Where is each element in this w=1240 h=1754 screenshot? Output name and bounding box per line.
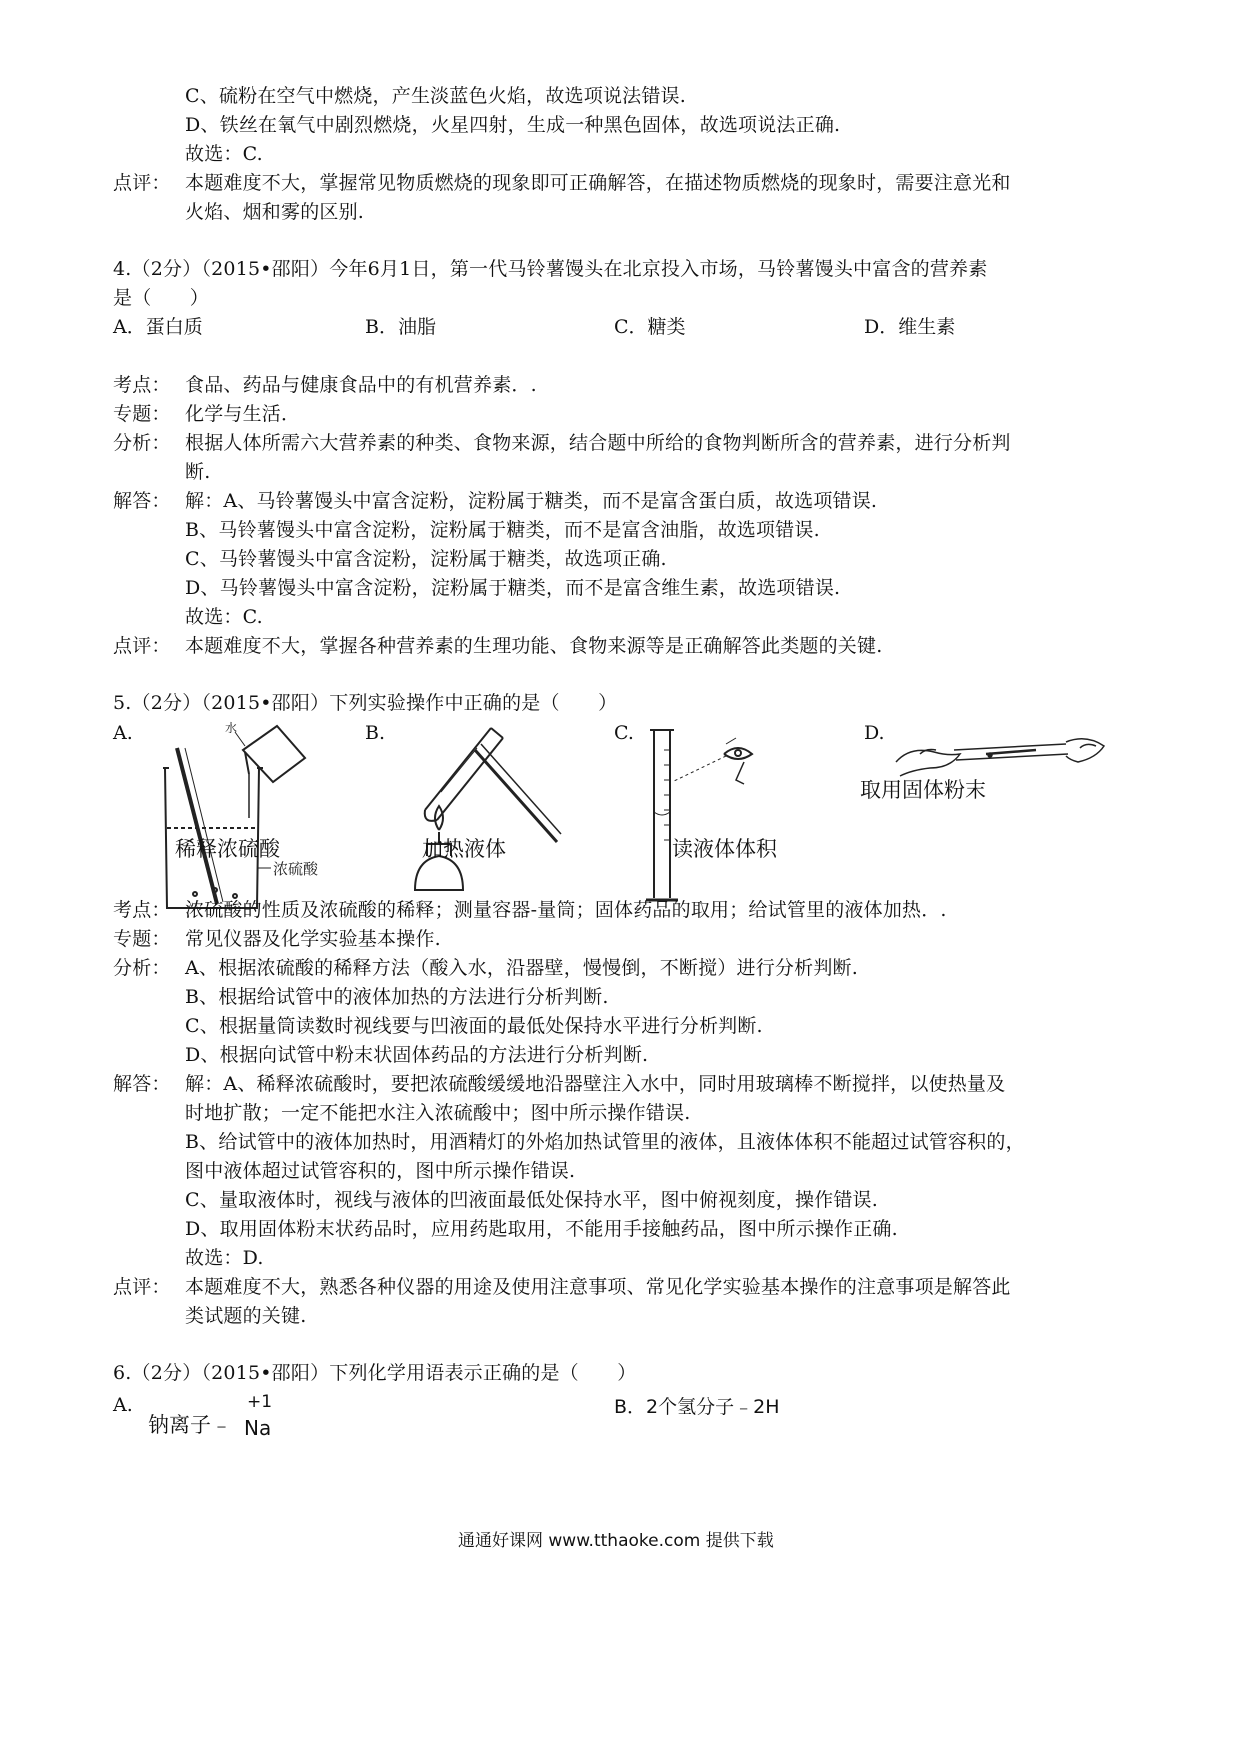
q5-jieda-a2: 时地扩散；一定不能把水注入浓硫酸中；图中所示操作错误.	[185, 1102, 691, 1124]
q6-option-a-charge: +1	[247, 1392, 273, 1412]
q6-option-b: B．2个氢分子﹣2H	[614, 1396, 780, 1418]
q5-jieda-label: 解答：	[113, 1073, 171, 1095]
q5-option-d-letter: D.	[864, 722, 885, 744]
q4-option-b: B．油脂	[365, 316, 436, 338]
footer-download-source: 通通好课网 www.tthaoke.com 提供下载	[458, 1531, 774, 1551]
q4-jieda-a: 解：A、马铃薯馒头中富含淀粉，淀粉属于糖类，而不是富含蛋白质，故选项错误.	[185, 490, 878, 512]
q4-option-c: C．糖类	[614, 316, 686, 338]
q5-review-label: 点评：	[113, 1276, 171, 1298]
figure-reading-liquid-volume	[640, 720, 770, 910]
q3-review-text-2: 火焰、烟和雾的区别.	[185, 201, 365, 223]
q5-review	[113, 1274, 1011, 1300]
q5-fenxi-b: B、根据给试管中的液体加热的方法进行分析判断.	[185, 986, 609, 1008]
q5-zhuanti	[113, 926, 441, 952]
q5-option-c-caption: 读液体体积	[672, 837, 777, 861]
q3-answer: 故选：C.	[185, 143, 263, 165]
q3-review	[113, 170, 1011, 196]
q6-stem: 6.（2分）（2015•邵阳）下列化学用语表示正确的是（ ）	[113, 1362, 637, 1384]
q5-option-c-letter: C.	[614, 722, 634, 744]
q4-kaodian-text: 食品、药品与健康食品中的有机营养素．.	[185, 374, 537, 396]
q5-kaodian-text: 浓硫酸的性质及浓硫酸的稀释；测量容器-量筒；固体药品的取用；给试管里的液体加热．.	[185, 899, 947, 921]
q5-jieda-d: D、取用固体粉末状药品时，应用药匙取用，不能用手接触药品，图中所示操作正确.	[185, 1218, 898, 1240]
q4-stem-2: 是（ ）	[113, 287, 210, 309]
q6-option-a-symbol: Na	[244, 1416, 272, 1440]
q4-option-d: D．维生素	[864, 316, 956, 338]
q5-option-a-letter: A.	[113, 722, 133, 744]
q5-jieda-b2: 图中液体超过试管容积的，图中所示操作错误.	[185, 1160, 576, 1182]
q5-jieda	[113, 1071, 1005, 1097]
q6-option-a-text: 钠离子﹣	[148, 1413, 232, 1437]
q5-review-text-2: 类试题的关键.	[185, 1305, 307, 1327]
figure-diluting-sulfuric-acid	[145, 718, 345, 918]
q5-fenxi-label: 分析：	[113, 957, 171, 979]
q5-stem: 5.（2分）（2015•邵阳）下列实验操作中正确的是（ ）	[113, 692, 618, 714]
figure-a-water-label: 水	[225, 721, 238, 735]
q3-option-c-explanation: C、硫粉在空气中燃烧，产生淡蓝色火焰，故选项说法错误.	[185, 85, 686, 107]
figure-a-acid-label: 浓硫酸	[273, 860, 319, 878]
q4-review	[113, 633, 882, 659]
q5-zhuanti-text: 常见仪器及化学实验基本操作.	[185, 928, 441, 950]
q4-fenxi-label: 分析：	[113, 432, 171, 454]
q5-jieda-b1: B、给试管中的液体加热时，用酒精灯的外焰加热试管里的液体，且液体体积不能超过试管容积的，	[185, 1131, 1025, 1153]
q5-kaodian-label: 考点：	[113, 899, 171, 921]
q4-zhuanti-label: 专题：	[113, 403, 171, 425]
q4-kaodian	[113, 372, 537, 398]
q4-review-label: 点评：	[113, 635, 171, 657]
q5-fenxi-a: A、根据浓硫酸的稀释方法（酸入水，沿器壁，慢慢倒，不断搅）进行分析判断.	[185, 957, 858, 979]
q4-fenxi	[113, 430, 1011, 456]
q5-jieda-c: C、量取液体时，视线与液体的凹液面最低处保持水平，图中俯视刻度，操作错误.	[185, 1189, 878, 1211]
q4-zhuanti	[113, 401, 300, 427]
q4-jieda-d: D、马铃薯馒头中富含淀粉，淀粉属于糖类，而不是富含维生素，故选项错误.	[185, 577, 841, 599]
q5-option-a-caption: 稀释浓硫酸	[175, 837, 280, 861]
q4-fenxi-text-2: 断.	[185, 461, 211, 483]
q5-answer: 故选：D.	[185, 1247, 264, 1269]
q4-option-a: A．蛋白质	[113, 316, 203, 338]
q4-jieda-label: 解答：	[113, 490, 171, 512]
q5-fenxi-c: C、根据量筒读数时视线要与凹液面的最低处保持水平进行分析判断.	[185, 1015, 763, 1037]
q4-answer: 故选：C.	[185, 606, 263, 628]
q4-zhuanti-text: 化学与生活．	[185, 403, 301, 425]
q5-jieda-a1: 解：A、稀释浓硫酸时，要把浓硫酸缓缓地沿器壁注入水中，同时用玻璃棒不断搅拌，以使热量及	[185, 1073, 1006, 1095]
q5-fenxi-d: D、根据向试管中粉末状固体药品的方法进行分析判断.	[185, 1044, 649, 1066]
q5-review-text-1: 本题难度不大，熟悉各种仪器的用途及使用注意事项、常见化学实验基本操作的注意事项是解答此	[185, 1276, 1011, 1298]
q5-option-b-letter: B.	[365, 722, 386, 744]
q3-option-d-explanation: D、铁丝在氧气中剧烈燃烧，火星四射，生成一种黑色固体，故选项说法正确.	[185, 114, 841, 136]
q4-jieda-c: C、马铃薯馒头中富含淀粉，淀粉属于糖类，故选项正确.	[185, 548, 667, 570]
q4-kaodian-label: 考点：	[113, 374, 171, 396]
q5-option-d-caption: 取用固体粉末	[860, 778, 986, 802]
q3-review-text-1: 本题难度不大，掌握常见物质燃烧的现象即可正确解答，在描述物质燃烧的现象时，需要注意光和	[185, 172, 1011, 194]
q4-review-text: 本题难度不大，掌握各种营养素的生理功能、食物来源等是正确解答此类题的关键.	[185, 635, 883, 657]
q5-zhuanti-label: 专题：	[113, 928, 171, 950]
q4-jieda	[113, 488, 877, 514]
q4-fenxi-text-1: 根据人体所需六大营养素的种类、食物来源，结合题中所给的食物判断所含的营养素，进行分析判	[185, 432, 1011, 454]
q4-jieda-b: B、马铃薯馒头中富含淀粉，淀粉属于糖类，而不是富含油脂，故选项错误.	[185, 519, 820, 541]
figure-heating-liquid	[405, 720, 575, 910]
q5-option-b-caption: 加热液体	[422, 837, 506, 861]
q3-review-label: 点评：	[113, 172, 171, 194]
q4-stem-1: 4.（2分）（2015•邵阳）今年6月1日，第一代马铃薯馒头在北京投入市场，马铃薯馒头中富含的营养素	[113, 258, 988, 280]
q5-kaodian	[113, 897, 947, 923]
q6-option-a-letter: A.	[113, 1394, 133, 1416]
q5-fenxi	[113, 955, 858, 981]
